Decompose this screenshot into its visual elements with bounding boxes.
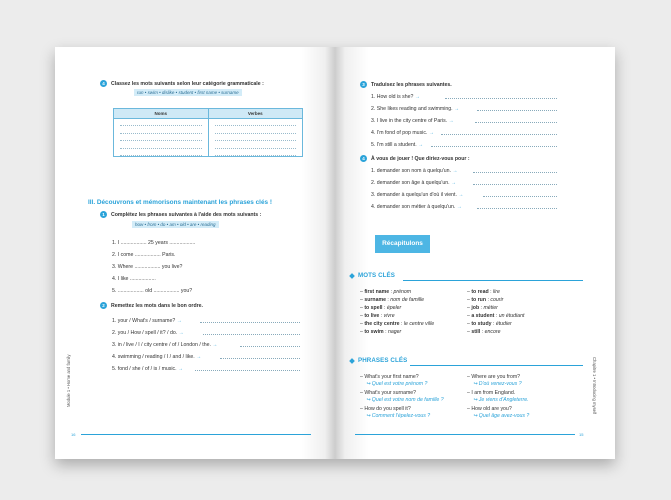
list-item: – How do you spell it? <box>360 406 411 412</box>
list-item: – a student : un étudiant <box>467 313 525 319</box>
list-item: – first name : prénom <box>360 289 412 295</box>
list-item: – What's your surname? <box>360 390 417 396</box>
answer-line <box>483 196 557 197</box>
open-book <box>55 47 615 459</box>
ex2-item-4: 4. swimming / reading / I / and / like. → <box>112 354 202 360</box>
book-spine <box>325 47 345 459</box>
ex3-item-2: 2. She likes reading and swimming. → <box>371 106 460 112</box>
ex2-item-2: 2. you / How / spell / it? / do. → <box>112 330 184 336</box>
answer-line <box>445 98 557 99</box>
ex2-item-5: 5. fond / she / of / is / music. → <box>112 366 184 372</box>
ex4b-item-4: 4. demander son métier à quelqu'un. → <box>371 204 462 210</box>
left-page <box>55 47 335 459</box>
arrow-icon: → <box>196 354 202 360</box>
list-item: – still : encore <box>467 329 501 335</box>
exercise-4b-number: 4 <box>360 155 367 162</box>
arrow-icon: → <box>458 192 464 198</box>
list-item: – surname : nom de famille <box>360 297 425 303</box>
exercise-4-title: Classez les mots suivants selon leur catégorie grammaticale : <box>111 81 264 87</box>
arrow-icon: → <box>414 94 420 100</box>
diamond-icon <box>349 273 355 279</box>
right-footer-rule <box>355 434 575 435</box>
mots-cles-heading: MOTS CLÉS <box>358 272 395 279</box>
mots-cles-rule <box>403 280 583 281</box>
translation: ↪ Quel est votre prénom ? <box>366 381 428 387</box>
exercise-4-number: 4 <box>100 80 107 87</box>
arrow-icon: → <box>452 168 458 174</box>
ex3-item-4: 4. I'm fond of pop music. → <box>371 130 434 136</box>
ex1-item-2: 2. I come .................. Paris. <box>112 252 176 258</box>
table-header-noms: Noms <box>114 109 209 119</box>
answer-line <box>203 334 300 335</box>
ex3-item-5: 5. I'm still a student. → <box>371 142 424 148</box>
exercise-1-word-box: how • from • do • am • old • are • reading <box>132 221 219 228</box>
answer-line <box>220 358 300 359</box>
list-item: – to live : vivre <box>360 313 395 319</box>
list-item: – to spell : épeler <box>360 305 402 311</box>
arrow-icon: → <box>451 180 457 186</box>
arrow-icon: → <box>428 130 434 136</box>
exercise-4-word-box: run • swim • dislike • student • first name • surname <box>134 89 242 96</box>
translation: ↪ Quel âge avez-vous ? <box>473 413 530 419</box>
answer-line <box>477 110 557 111</box>
arrow-icon: → <box>212 342 218 348</box>
list-item: – to swim : nager <box>360 329 402 335</box>
translation: ↪ D'où venez-vous ? <box>473 381 522 387</box>
ex4b-item-3: 3. demander à quelqu'un d'où il vient. → <box>371 192 464 198</box>
answer-line <box>240 346 300 347</box>
ex1-item-3: 3. Where .................. you live? <box>112 264 183 270</box>
arrow-icon: → <box>178 366 184 372</box>
right-page-number: 15 <box>579 432 584 437</box>
ex4b-item-1: 1. demander son nom à quelqu'un. → <box>371 168 458 174</box>
list-item: – job : métier <box>467 305 498 311</box>
list-item: – What's your first name? <box>360 374 419 380</box>
ex2-item-1: 1. your / What's / surname? → <box>112 318 182 324</box>
diamond-icon <box>349 358 355 364</box>
table-header-verbes: Verbes <box>208 109 303 119</box>
arrow-icon: → <box>448 118 454 124</box>
ex1-item-5: 5. .................. old .................. you? <box>112 288 193 294</box>
answer-line <box>200 322 300 323</box>
arrow-icon: → <box>418 142 424 148</box>
recap-banner: Récapitulons <box>375 235 430 253</box>
answer-line <box>441 134 557 135</box>
exercise-3-number: 3 <box>360 81 367 88</box>
answer-line <box>477 208 557 209</box>
answer-line <box>195 370 300 371</box>
ex3-item-1: 1. How old is she? → <box>371 94 420 100</box>
answer-line <box>431 146 557 147</box>
left-page-number: 16 <box>71 432 76 437</box>
arrow-icon: → <box>178 330 184 336</box>
right-side-label: Chapitre 1 • Introducing myself <box>592 357 597 415</box>
answer-line <box>475 122 557 123</box>
list-item: – to read : lire <box>467 289 500 295</box>
section-title: III. Découvrons et mémorisons maintenant les phrases clés ! <box>88 199 272 206</box>
ex2-item-3: 3. in / live / I / city centre / of / London / the. → <box>112 342 218 348</box>
answer-line <box>473 172 557 173</box>
list-item: – the city centre : le centre ville <box>360 321 435 327</box>
list-item: – Where are you from? <box>467 374 521 380</box>
left-side-label: Module 1 • Home and family <box>66 354 71 407</box>
list-item: – How old are you? <box>467 406 512 412</box>
phrases-cles-heading: PHRASES CLÉS <box>358 357 408 364</box>
right-page <box>335 47 615 459</box>
list-item: – to run : courir <box>467 297 504 303</box>
arrow-icon: → <box>176 318 182 324</box>
ex3-item-3: 3. I live in the city centre of Paris. → <box>371 118 454 124</box>
ex1-item-4: 4. I like .................. <box>112 276 156 282</box>
exercise-2-title: Remettez les mots dans le bon ordre. <box>111 303 203 309</box>
exercise-4b-title: À vous de jouer ! Que diriez-vous pour : <box>371 156 470 162</box>
answer-line <box>473 184 557 185</box>
exercise-1-title: Complétez les phrases suivantes à l'aide des mots suivants : <box>111 212 262 218</box>
ex4b-item-2: 2. demander son âge à quelqu'un. → <box>371 180 457 186</box>
translation: ↪ Je viens d'Angleterre. <box>473 397 529 403</box>
phrases-cles-rule <box>410 365 583 366</box>
arrow-icon: → <box>454 106 460 112</box>
exercise-3-title: Traduisez les phrases suivantes. <box>371 82 452 88</box>
exercise-2-number: 2 <box>100 302 107 309</box>
exercise-1-number: 1 <box>100 211 107 218</box>
ex1-item-1: 1. I .................. 25 years .................. <box>112 240 196 246</box>
translation: ↪ Quel est votre nom de famille ? <box>366 397 444 403</box>
arrow-icon: → <box>456 204 462 210</box>
list-item: – to study : étudier <box>467 321 512 327</box>
left-footer-rule <box>81 434 311 435</box>
translation: ↪ Comment l'épelez-vous ? <box>366 413 431 419</box>
grammar-table <box>113 108 303 157</box>
list-item: – I am from England. <box>467 390 516 396</box>
